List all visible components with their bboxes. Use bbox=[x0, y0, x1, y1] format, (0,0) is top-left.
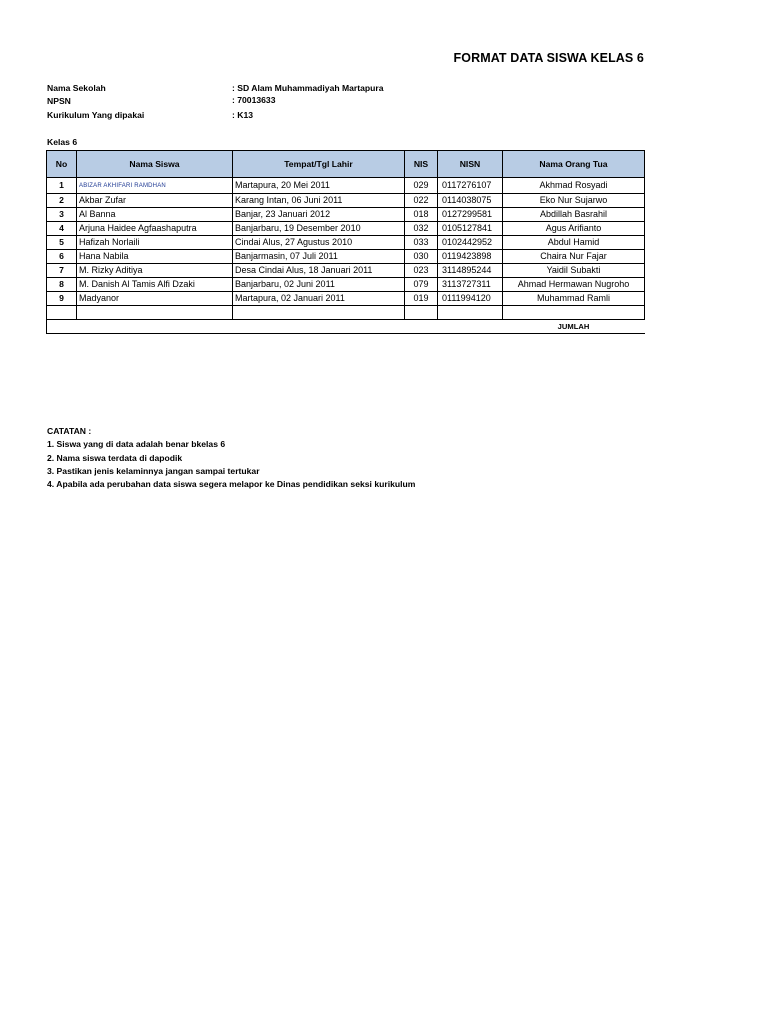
cell-nama: Madyanor bbox=[77, 292, 233, 306]
info-value-kurikulum: : K13 bbox=[232, 110, 254, 120]
cell-ttl: Desa Cindai Alus, 18 Januari 2011 bbox=[233, 264, 405, 278]
cell-nisn: 0111994120 bbox=[438, 292, 503, 306]
table-row bbox=[47, 178, 645, 194]
total-spacer bbox=[47, 320, 503, 334]
empty-cell bbox=[438, 306, 503, 320]
cell-nama: Akbar Zufar bbox=[77, 194, 233, 208]
cell-nisn: 0114038075 bbox=[438, 194, 503, 208]
table-header-row bbox=[47, 151, 645, 178]
kelas-label: Kelas 6 bbox=[47, 137, 78, 147]
notes-section bbox=[47, 425, 415, 491]
cell-nama bbox=[77, 178, 233, 194]
cell-ortu: Yaidil Subakti bbox=[503, 264, 645, 278]
info-value-npsn: : 70013633 bbox=[232, 95, 276, 105]
cell-nama-text: ABIZAR AKHIFARI RAMDHAN bbox=[79, 183, 166, 189]
cell-ttl: Banjarmasin, 07 Juli 2011 bbox=[233, 250, 405, 264]
cell-nisn: 0105127841 bbox=[438, 222, 503, 236]
table-row bbox=[47, 222, 645, 236]
cell-nis: 030 bbox=[405, 250, 438, 264]
cell-nis: 018 bbox=[405, 208, 438, 222]
header-nisn: NISN bbox=[438, 151, 503, 178]
note-item: 3. Pastikan jenis kelaminnya jangan sampai tertukar bbox=[47, 465, 260, 476]
info-label-npsn: NPSN bbox=[47, 96, 71, 106]
info-value-nama-sekolah: : SD Alam Muhammadiyah Martapura bbox=[232, 83, 384, 93]
info-label-nama-sekolah: Nama Sekolah bbox=[47, 83, 106, 93]
student-table bbox=[46, 150, 645, 334]
cell-nama: Hafizah Norlaili bbox=[77, 236, 233, 250]
empty-cell bbox=[47, 306, 77, 320]
cell-no: 8 bbox=[47, 278, 77, 292]
cell-ortu: Akhmad Rosyadi bbox=[503, 178, 645, 194]
note-item: 1. Siswa yang di data adalah benar bkelas 6 bbox=[47, 439, 226, 450]
header-nama-orang-tua: Nama Orang Tua bbox=[503, 151, 645, 178]
cell-ortu: Ahmad Hermawan Nugroho bbox=[503, 278, 645, 292]
table-row bbox=[47, 264, 645, 278]
header-nama-siswa: Nama Siswa bbox=[77, 151, 233, 178]
header-no: No bbox=[47, 151, 77, 178]
cell-nisn: 3113727311 bbox=[438, 278, 503, 292]
cell-ortu: Agus Arifianto bbox=[503, 222, 645, 236]
cell-ortu: Chaira Nur Fajar bbox=[503, 250, 645, 264]
cell-nis: 079 bbox=[405, 278, 438, 292]
table-row-total bbox=[47, 320, 645, 334]
table-row bbox=[47, 278, 645, 292]
cell-nama: Arjuna Haidee Agfaashaputra bbox=[77, 222, 233, 236]
header-nis: NIS bbox=[405, 151, 438, 178]
cell-ttl: Banjar, 23 Januari 2012 bbox=[233, 208, 405, 222]
cell-nis: 019 bbox=[405, 292, 438, 306]
cell-ortu: Eko Nur Sujarwo bbox=[503, 194, 645, 208]
table-row bbox=[47, 236, 645, 250]
cell-ortu: Abdul Hamid bbox=[503, 236, 645, 250]
empty-cell bbox=[233, 306, 405, 320]
cell-nis: 033 bbox=[405, 236, 438, 250]
table-row bbox=[47, 208, 645, 222]
cell-nisn: 0102442952 bbox=[438, 236, 503, 250]
cell-ttl: Karang Intan, 06 Juni 2011 bbox=[233, 194, 405, 208]
notes-heading: CATATAN : bbox=[47, 426, 92, 436]
cell-ttl: Martapura, 02 Januari 2011 bbox=[233, 292, 405, 306]
empty-cell bbox=[77, 306, 233, 320]
cell-nis: 032 bbox=[405, 222, 438, 236]
cell-nisn: 0119423898 bbox=[438, 250, 503, 264]
cell-no: 9 bbox=[47, 292, 77, 306]
note-item: 2. Nama siswa terdata di dapodik bbox=[47, 452, 183, 463]
cell-nama: Hana Nabila bbox=[77, 250, 233, 264]
table-row-empty bbox=[47, 306, 645, 320]
jumlah-label: JUMLAH bbox=[503, 320, 645, 334]
table-row bbox=[47, 292, 645, 306]
table-row bbox=[47, 194, 645, 208]
empty-cell bbox=[503, 306, 645, 320]
empty-cell bbox=[405, 306, 438, 320]
cell-nisn: 0127299581 bbox=[438, 208, 503, 222]
cell-no: 4 bbox=[47, 222, 77, 236]
header-tempat-tgl-lahir: Tempat/Tgl Lahir bbox=[233, 151, 405, 178]
cell-nama: Al Banna bbox=[77, 208, 233, 222]
cell-ttl: Banjarbaru, 02 Juni 2011 bbox=[233, 278, 405, 292]
cell-no: 5 bbox=[47, 236, 77, 250]
cell-ttl: Banjarbaru, 19 Desember 2010 bbox=[233, 222, 405, 236]
cell-ortu: Abdillah Basrahil bbox=[503, 208, 645, 222]
cell-ttl: Cindai Alus, 27 Agustus 2010 bbox=[233, 236, 405, 250]
info-label-kurikulum: Kurikulum Yang dipakai bbox=[47, 110, 145, 120]
cell-ttl: Martapura, 20 Mei 2011 bbox=[233, 178, 405, 194]
note-item: 4. Apabila ada perubahan data siswa segera melapor ke Dinas pendidikan seksi kurikulum bbox=[47, 479, 416, 490]
cell-nisn: 0117276107 bbox=[438, 178, 503, 194]
cell-nis: 029 bbox=[405, 178, 438, 194]
cell-no: 7 bbox=[47, 264, 77, 278]
cell-nis: 023 bbox=[405, 264, 438, 278]
cell-nis: 022 bbox=[405, 194, 438, 208]
cell-no: 2 bbox=[47, 194, 77, 208]
cell-nama: M. Rizky Aditiya bbox=[77, 264, 233, 278]
cell-ortu: Muhammad Ramli bbox=[503, 292, 645, 306]
cell-nisn: 3114895244 bbox=[438, 264, 503, 278]
table-row bbox=[47, 250, 645, 264]
cell-no: 3 bbox=[47, 208, 77, 222]
document-title: FORMAT DATA SISWA KELAS 6 bbox=[453, 51, 644, 65]
cell-nama: M. Danish Al Tamis Alfi Dzaki bbox=[77, 278, 233, 292]
cell-no: 1 bbox=[47, 178, 77, 194]
cell-no: 6 bbox=[47, 250, 77, 264]
